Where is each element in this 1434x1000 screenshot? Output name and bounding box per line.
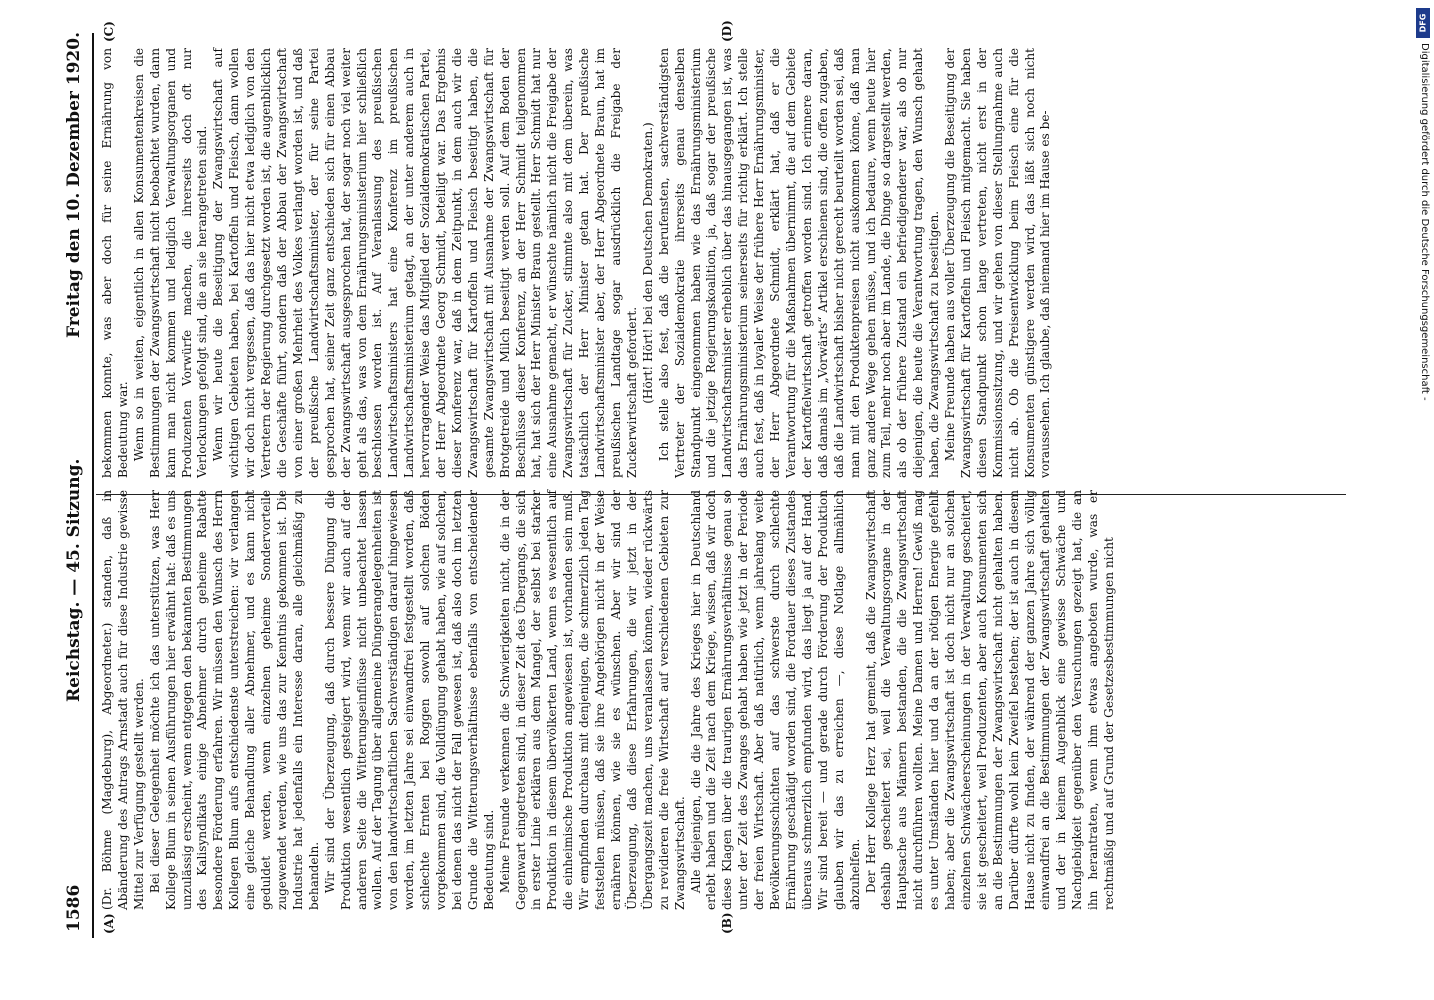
paragraph: Meine Freunde haben aus voller Überzeugung die Beseitigung der Zwangswirtschaft für Kartoffeln und Fleisch mitgemacht. Sie haben diesen Standpunkt schon lange vertreten, nicht erst in der Kommissionssitzung, und wir gehen von dieser Stellungnahme auch nicht ab. Ob die Preisentwicklung beim Fleisch eine für die Konsumenten günstigere werden wird, das läßt sich noch nicht voraussehen. Ich glaube, daß niemand hier im Hause es be- [943,48,1053,478]
margin-marker-a: (A) [102,913,116,934]
page-number: 1586 [64,884,84,932]
paragraph: Ich stelle also fest, daß die berufensten, sachverständigsten Vertreter der Sozialdemokratie ihrerseits genau denselben Standpunkt eingenommen haben wie das Ernährungsministerium und die jetzige Regierungskoalition, ja, daß sogar der preußische Landwirtschaftsminister erheblich über das hinausgegangen ist, was das Ernährungsministerium seinerseits für richtig erklärt. Ich stelle auch fest, daß in loyaler Weise der frühere Herr Ernährungsminister, der Herr Abgeordnete Schmidt, erklärt hat, daß er die Verantwortung für die Maßnahmen übernimmt, die auf dem Gebiete der Kartoffelwirtschaft getroffen worden sind. Ich erinnere daran, daß damals im „Vorwärts“ Artikel erschienen sind, die offen zugaben, daß die Landwirtschaft bisher nicht gerecht beurteilt worden sei, daß man mit den Produktenpreisen nicht auskommen könne, daß man ganz andere Wege gehen müsse, und ich bedaure, wenn heute hier zum Teil, mehr noch aber im Lande, die Dinge so dargestellt werden, als ob der frühere Zustand ein befriedigenderer war, als ob nur diejenigen, die heute die Verantwortung tragen, den Wunsch gehabt haben, die Zwangswirtschaft zu beseitigen. [656,48,942,478]
digitization-note: Digitalisierung gefördert durch die Deutsche Forschungsgemeinschaft - [1419,43,1430,401]
paragraph: bekommen konnte, was aber doch für seine Ernährung von Bedeutung war. [100,48,130,478]
paragraph: Meine Freunde verkennen die Schwierigkeiten nicht, die in der Gegenwart eingetreten sind, in dieser Zeit des Übergangs, die sich in erster Linie erklären aus dem Mangel, der selbst bei starker Produktion in diesem übervölkerten Land, wenn es wesentlich auf die einheimische Produktion angewiesen ist, vorhanden sein muß. Wir empfinden durchaus mit denjenigen, die schmerzlich jeden Tag feststellen müssen, daß sie ihre Angehörigen nicht in der Weise ernähren können, wie sie es wünschen. Aber wir sind der Überzeugung, daß diese Erfahrungen, die wir jetzt in der Übergangszeit machen, uns veranlassen können, wieder rückwärts zu revidieren die freie Wirtschaft auf verschiedenen Gebieten zur Zwangswirtschaft. [497,490,687,910]
right-column [100,48,1054,478]
session-date: Freitag den 10. Dezember 1920. [64,32,84,338]
page-header [62,32,92,932]
dfg-sidebar [1416,8,1430,993]
paragraph: Alle diejenigen, die die Jahre des Krieges hier in Deutschland erlebt haben und die Zeit nach dem Kriege, wissen, daß wir doch diese Klagen über die traurigen Ernährungsverhältnisse genau so unter der Zeit des Zwanges gehabt haben wie jetzt in der Periode der freien Wirtschaft. Aber daß natürlich, wenn jahrelang weite Bevölkerungsschichten auf das schwerste durch schlechte Ernährung geschädigt worden sind, die Fordauer dieses Zustandes überaus schmerzlich empfunden wird, das liegt ja auf der Hand. Wir sind bereit — und gerade durch Förderung der Produktion glauben wir das zu erreichen —, diese Notlage allmählich abzuhelfen. [688,490,862,910]
margin-marker-d: (D) [720,20,734,42]
dfg-logo: DFG [1416,8,1430,38]
interjection: (Hört! Hört! bei den Deutschen Demokraten.) [640,122,655,404]
session-title: Reichstag. — 45. Sitzung. [64,458,84,702]
header-rule [92,33,94,938]
paragraph: Wenn wir heute die Beseitigung der Zwangswirtschaft auf wichtigen Gebieten haben, bei Kartoffeln und Fleisch, dann wollen wir doch nicht vergessen, daß das hier nicht etwa lediglich von den Vertretern der Regierung durchgesetzt worden ist, die augenblicklich die Geschäfte führt, sondern daß der Abbau der Zwangswirtschaft von einer großen Mehrheit des Volkes verlangt worden ist, und daß der preußische Landwirtschaftsminister, der für seine Partei gesprochen hat, seiner Zeit ganz entschieden sich für einen Abbau der Zwangswirtschaft ausgesprochen hat, der sogar noch viel weiter geht als das, was von dem Ernährungsministerium hier schließlich beschlossen worden ist. Auf Veranlassung des preußischen Landwirtschaftsministers hat eine Konferenz im preußischen Landwirtschaftsministerium getagt, an der unter anderem auch in hervorragender Weise das Mitglied der Sozialdemokratischen Partei, der Herr Abgeordnete Georg Schmidt, beteiligt war. Das Ergebnis dieser Konferenz war, daß in dem Zeitpunkt, in dem auch wir die Zwangswirtschaft für Kartoffeln und Fleisch beseitigt haben, die gesamte Zwangswirtschaft mit Ausnahme der Zwangswirtschaft für Brotgetreide und Milch beseitigt werden soll. Auf dem Boden der Beschlüsse dieser Konferenz, an der Herr Schmidt teilgenommen hat, hat sich der Herr Minister Braun gestellt. Herr Schmidt hat nur eine Ausnahme gemacht, er wünschte nämlich nicht die Freigabe der Zwangswirtschaft für Zucker, stimmte also mit dem überein, was tatsächlich der Herr Minister getan hat. Der preußische Landwirtschaftsminister aber, der Herr Abgeordnete Braun, hat im preußischen Landtage sogar ausdrücklich die Freigabe der Zuckerwirtschaft gefordert. [211,48,639,478]
paragraph: Wir sind der Überzeugung, daß durch bessere Düngung die Produktion wesentlich gesteigert wird, wenn wir auch auf der anderen Seite die Witterungseinflüsse nicht unbeachtet lassen wollen. Auf der Tagung über allgemeine Düngerangelegenheiten ist von den landwirtschaftlichen Sachverständigen darauf hingewiesen worden, im letzten Jahre sei einwandfrei festgestellt worden, daß schlechte Ernten bei Roggen sowohl auf solchen Böden vorgekommen sind, die Volldüngung gehabt haben, wie auf solchen, bei denen das nicht der Fall gewesen ist, daß also doch im letzten Grunde die Witterungsverhältnisse ebenfalls von entscheidender Bedeutung sind. [322,490,496,910]
margin-marker-c: (C) [102,21,116,42]
paragraph: (Dr. Böhme (Magdeburg), Abgeordneter.) standen, daß in Abänderung des Antrags Arnstadt auch für diese Industrie gewisse Mittel zur Verfügung gestellt werden. [100,490,146,910]
paragraph: Bei dieser Gelegenheit möchte ich das unterstützen, was Herr Kollege Blum in seinen Ausführungen hier erwähnt hat: daß es uns unzulässig erscheint, wenn entgegen den bekannten Bestimmungen des Kalisyndikats einige Abnehmer durch geheime Rabatte besondere Förderung erfahren. Wir müssen den Wunsch des Herrn Kollegen Blum aufs entschiedenste unterstreichen: wir verlangen eine gleiche Behandlung aller Abnehmer, und es kann nicht geduldet werden, wenn einzelnen geheime Sondervorteile zugewendet werden, wie uns das zur Kenntnis gekommen ist. Die Industrie hat jedenfalls ein Interesse daran, alle gleichmäßig zu behandeln. [147,490,321,910]
margin-marker-b: (B) [720,912,734,934]
paragraph: Wenn so in weiten, eigentlich in allen Konsumentenkreisen die Bestimmungen der Zwangswirtschaft nicht beobachtet wurden, dann kann man nicht kommen und lediglich Verwaltungsorganen und Produzenten Vorwürfe machen, die ihrerseits doch oft nur Verlockungen gefolgt sind, die an sie herangetreten sind. [131,48,210,478]
paragraph: Der Herr Kollege Herz hat gemeint, daß die Zwangswirtschaft deshalb gescheitert sei, weil die Verwaltungsorgane in der Hauptsache aus Männern bestanden, die die Zwangswirtschaft nicht durchführen wollten. Meine Damen und Herren! Gewiß mag es unter Umständen hier und da an der nötigen Energie gefehlt haben; aber die Zwangswirtschaft ist doch nicht nur an solchen einzelnen Schwächeerscheinungen in der Verwaltung gescheitert, sie ist gescheitert, weil Produzenten, aber auch Konsumenten sich an die Bestimmungen der Zwangswirtschaft nicht gehalten haben. Darüber dürfte wohl kein Zweifel bestehen; der ist auch in diesem Hause nicht zu finden, der während der ganzen Jahre sich völlig einwandfrei an die Bestimmungen der Zwangswirtschaft gehalten und der in keinem Augenblick eine gewisse Schwäche und Nachgiebigkeit gegenüber den Versuchungen gezeigt hat, die an ihn herantraten, wenn ihm etwas angeboten wurde, was er rechtmäßig und auf Grund der Gesetzesbestimmungen nicht [863,490,1117,910]
left-column [100,490,1118,910]
